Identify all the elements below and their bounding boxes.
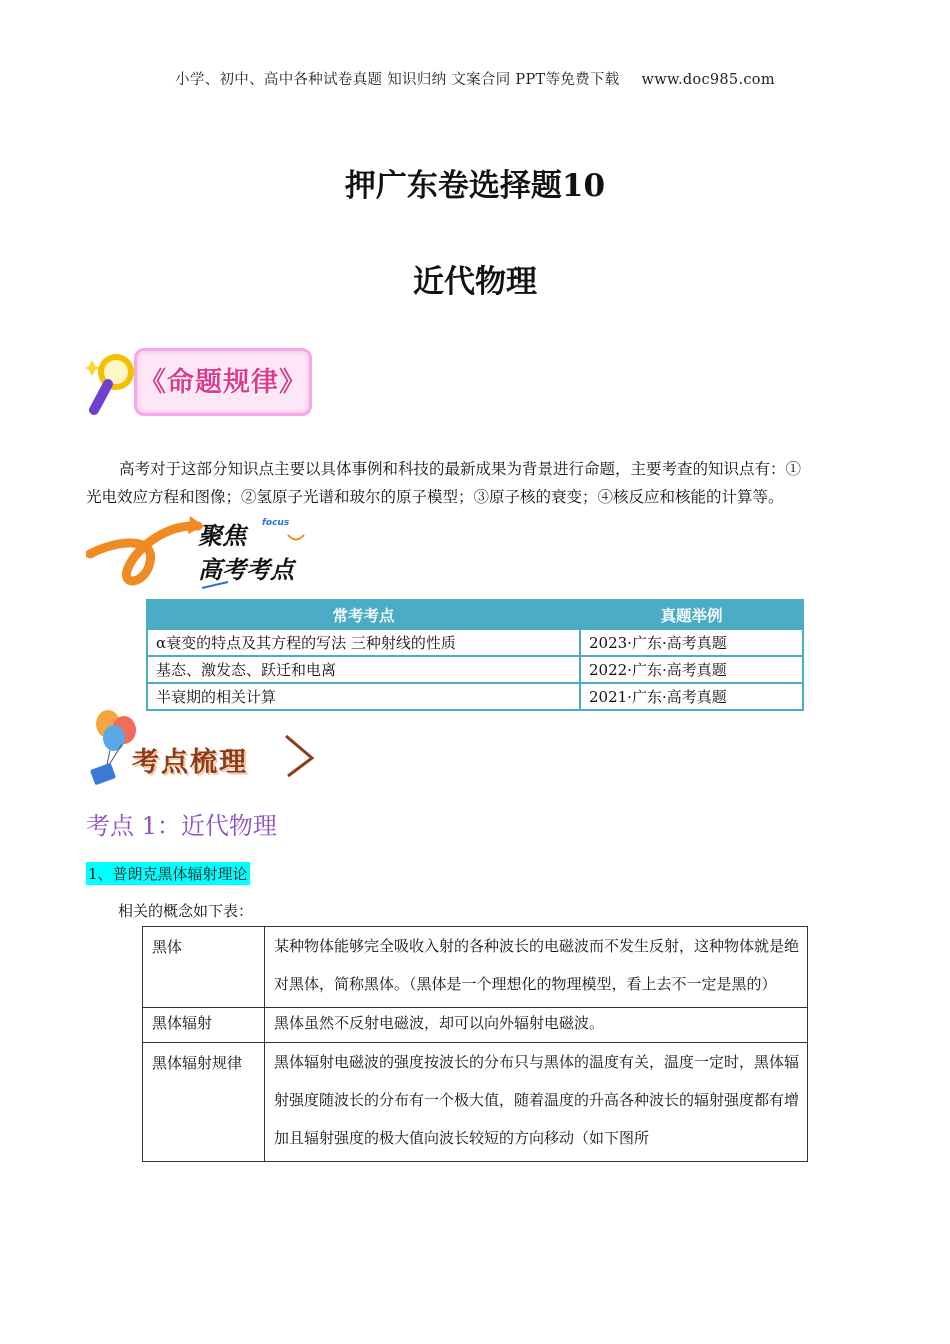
swirl-arrow-icon xyxy=(86,512,206,592)
concept-desc: 黑体虽然不反射电磁波，却可以向外辐射电磁波。 xyxy=(265,1008,808,1043)
key-points-header-topic: 常考考点 xyxy=(147,600,580,629)
table-row xyxy=(147,656,803,683)
smile-icon xyxy=(286,532,306,544)
table-row xyxy=(147,683,803,710)
intro-paragraph xyxy=(86,455,866,511)
page-subtitle: 近代物理 xyxy=(413,264,537,300)
header-url[interactable]: www.doc985.com xyxy=(641,72,775,88)
banner-focus-line2: 高考考点 xyxy=(198,556,294,584)
banner-rule-label: 《命题规律》 xyxy=(139,367,307,398)
concept-desc: 黑体辐射电磁波的强度按波长的分布只与黑体的温度有关，温度一定时，黑体辐射强度随波长的分布有一个极大值，随着温度的升高各种波长的辐射强度都有增加且辐射强度的极大值向波长较短的方向移动（如下图所 xyxy=(265,1043,808,1162)
key-point-example: 2023·广东·高考真题 xyxy=(580,629,803,656)
key-point-topic: 基态、激发态、跃迁和电离 xyxy=(147,656,580,683)
intro-line-1: 高考对于这部分知识点主要以具体事例和科技的最新成果为背景进行命题，主要考查的知识点有：① xyxy=(119,460,802,478)
key-point-example: 2022·广东·高考真题 xyxy=(580,656,803,683)
banner-rule xyxy=(86,344,316,418)
banner-review-label: 考点梳理 xyxy=(132,747,248,778)
concept-desc: 某种物体能够完全吸收入射的各种波长的电磁波而不发生反射，这种物体就是绝对黑体，简称黑体。（黑体是一个理想化的物理模型，看上去不一定是黑的） xyxy=(265,927,808,1008)
table-row xyxy=(143,1043,808,1162)
banner-focus xyxy=(86,512,326,592)
concept-term: 黑体 xyxy=(143,927,265,1008)
banner-review xyxy=(86,708,326,788)
section-heading: 考点 1：近代物理 xyxy=(86,812,277,840)
banner-focus-line1: 聚焦 xyxy=(198,522,246,550)
table-row xyxy=(143,1008,808,1043)
concept-term: 黑体辐射规律 xyxy=(143,1043,265,1162)
section-intro: 相关的概念如下表： xyxy=(118,902,254,920)
key-point-topic: 半衰期的相关计算 xyxy=(147,683,580,710)
sub-heading: 1、普朗克黑体辐射理论 xyxy=(86,862,250,885)
key-point-topic: α衰变的特点及其方程的写法 三种射线的性质 xyxy=(147,629,580,656)
concept-term: 黑体辐射 xyxy=(143,1008,265,1043)
concept-table xyxy=(142,926,808,1162)
table-row xyxy=(143,927,808,1008)
underline-stroke-icon xyxy=(200,580,230,590)
key-points-table xyxy=(146,599,804,711)
slash-decoration-icon xyxy=(282,732,322,782)
intro-line-2: 光电效应方程和图像；②氢原子光谱和玻尔的原子模型；③原子核的衰变；④核反应和核能的计算等。 xyxy=(86,488,784,506)
page-header xyxy=(0,68,950,89)
page-title: 押广东卷选择题10 xyxy=(344,168,606,204)
banner-focus-tag: focus xyxy=(262,518,290,528)
key-point-example: 2021·广东·高考真题 xyxy=(580,683,803,710)
header-text: 小学、初中、高中各种试卷真题 知识归纳 文案合同 PPT等免费下载 xyxy=(175,72,620,88)
key-points-header-example: 真题举例 xyxy=(580,600,803,629)
table-row xyxy=(147,629,803,656)
